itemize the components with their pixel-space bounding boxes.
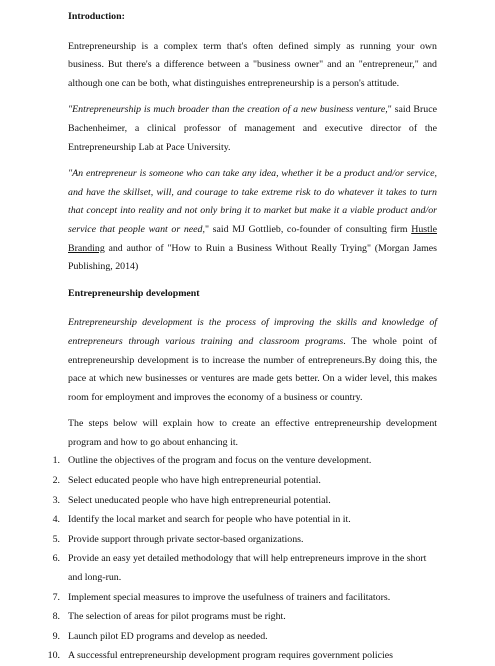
list-item-number: 2. bbox=[52, 475, 60, 487]
intro-paragraph-1: Entrepreneurship is a complex term that's often defined simply as running your own business. But there's a difference between a "business owner" and an "entrepreneur," and although one can be both, what distinguishes entrepreneurship is a person's attitude. bbox=[68, 40, 437, 89]
list-item bbox=[47, 647, 437, 666]
list-item bbox=[52, 628, 437, 647]
list-item-number: 3. bbox=[52, 494, 60, 506]
list-item-text: Select uneducated people who have high entrepreneurial potential. bbox=[68, 494, 331, 506]
development-paragraph-2: The steps below will explain how to create an effective entrepreneurship development program and how to go about enhancing it. bbox=[68, 418, 437, 448]
steps-list bbox=[47, 452, 437, 666]
intro-attribution-2-end: and author of "How to Ruin a Business Without Really Trying" (Morgan James Publishing, 2014) bbox=[68, 242, 437, 273]
intro-quote-1: "Entrepreneurship is much broader than the creation of a new business venture, bbox=[68, 104, 388, 116]
list-item-number: 6. bbox=[52, 553, 60, 565]
intro-attribution-1: " said Bruce Bachenheimer, a clinical professor of management and executive director of the Entrepreneurship Lab at Pace University. bbox=[68, 104, 437, 153]
development-paragraph-1 bbox=[68, 314, 437, 407]
list-item-text: Implement special measures to improve the usefulness of trainers and facilitators. bbox=[68, 591, 391, 603]
list-item-text: Outline the objectives of the program and focus on the venture development. bbox=[68, 455, 372, 467]
intro-quote-2: "An entrepreneur is someone who can take any idea, whether it be a product and/or service, and have the skillset, will, and courage to take extreme risk to do whatever it takes to turn that concept into reality and not only bring it to market but make it a viable product and/or service that people want or need, bbox=[68, 168, 437, 235]
list-item-text: Provide an easy yet detailed methodology that will help entrepreneurs improve in the short and long-run. bbox=[68, 553, 427, 584]
list-item bbox=[52, 492, 437, 511]
list-item bbox=[52, 550, 437, 587]
list-item-text: Provide support through private sector-based organizations. bbox=[68, 533, 304, 545]
list-item-number: 4. bbox=[52, 514, 60, 526]
list-item-number: 5. bbox=[52, 533, 60, 545]
list-item-number: 9. bbox=[52, 630, 60, 642]
list-item bbox=[52, 511, 437, 530]
list-item-text: Launch pilot ED programs and develop as needed. bbox=[68, 630, 268, 642]
intro-attribution-2: " said MJ Gottlieb, co-founder of consulting firm bbox=[204, 223, 412, 235]
list-item-number: 7. bbox=[52, 591, 60, 603]
list-item-text: Select educated people who have high entrepreneurial potential. bbox=[68, 475, 321, 487]
list-item bbox=[52, 589, 437, 608]
list-item-number: 10. bbox=[47, 650, 60, 662]
list-item bbox=[52, 608, 437, 627]
development-paragraph-1-rest: . The whole point of entrepreneurship development is to increase the number of entrepreneurs.By doing this, the pace at which new businesses or ventures are made gets better. On a wider level, this makes room for employment and improves the economy of a business or country. bbox=[68, 335, 437, 403]
list-item-text: Identify the local market and search for people who have potential in it. bbox=[68, 514, 351, 526]
intro-heading: Introduction: bbox=[68, 11, 125, 22]
list-item-number: 1. bbox=[52, 455, 60, 467]
development-definition: Entrepreneurship development is the process of improving the skills and knowledge of entrepreneurs through various training and classroom programs bbox=[68, 317, 437, 347]
development-heading: Entrepreneurship development bbox=[68, 287, 200, 299]
list-item-text: A successful entrepreneurship development program requires government policies bbox=[68, 650, 393, 662]
intro-paragraph-3 bbox=[68, 165, 437, 277]
hustle-branding-link[interactable]: Hustle Branding bbox=[68, 223, 437, 254]
list-item-number: 8. bbox=[52, 611, 60, 623]
list-item bbox=[52, 452, 437, 471]
list-item bbox=[52, 472, 437, 491]
list-item-text: The selection of areas for pilot programs must be right. bbox=[68, 611, 286, 623]
intro-paragraph-2 bbox=[68, 101, 437, 157]
list-item bbox=[52, 531, 437, 550]
